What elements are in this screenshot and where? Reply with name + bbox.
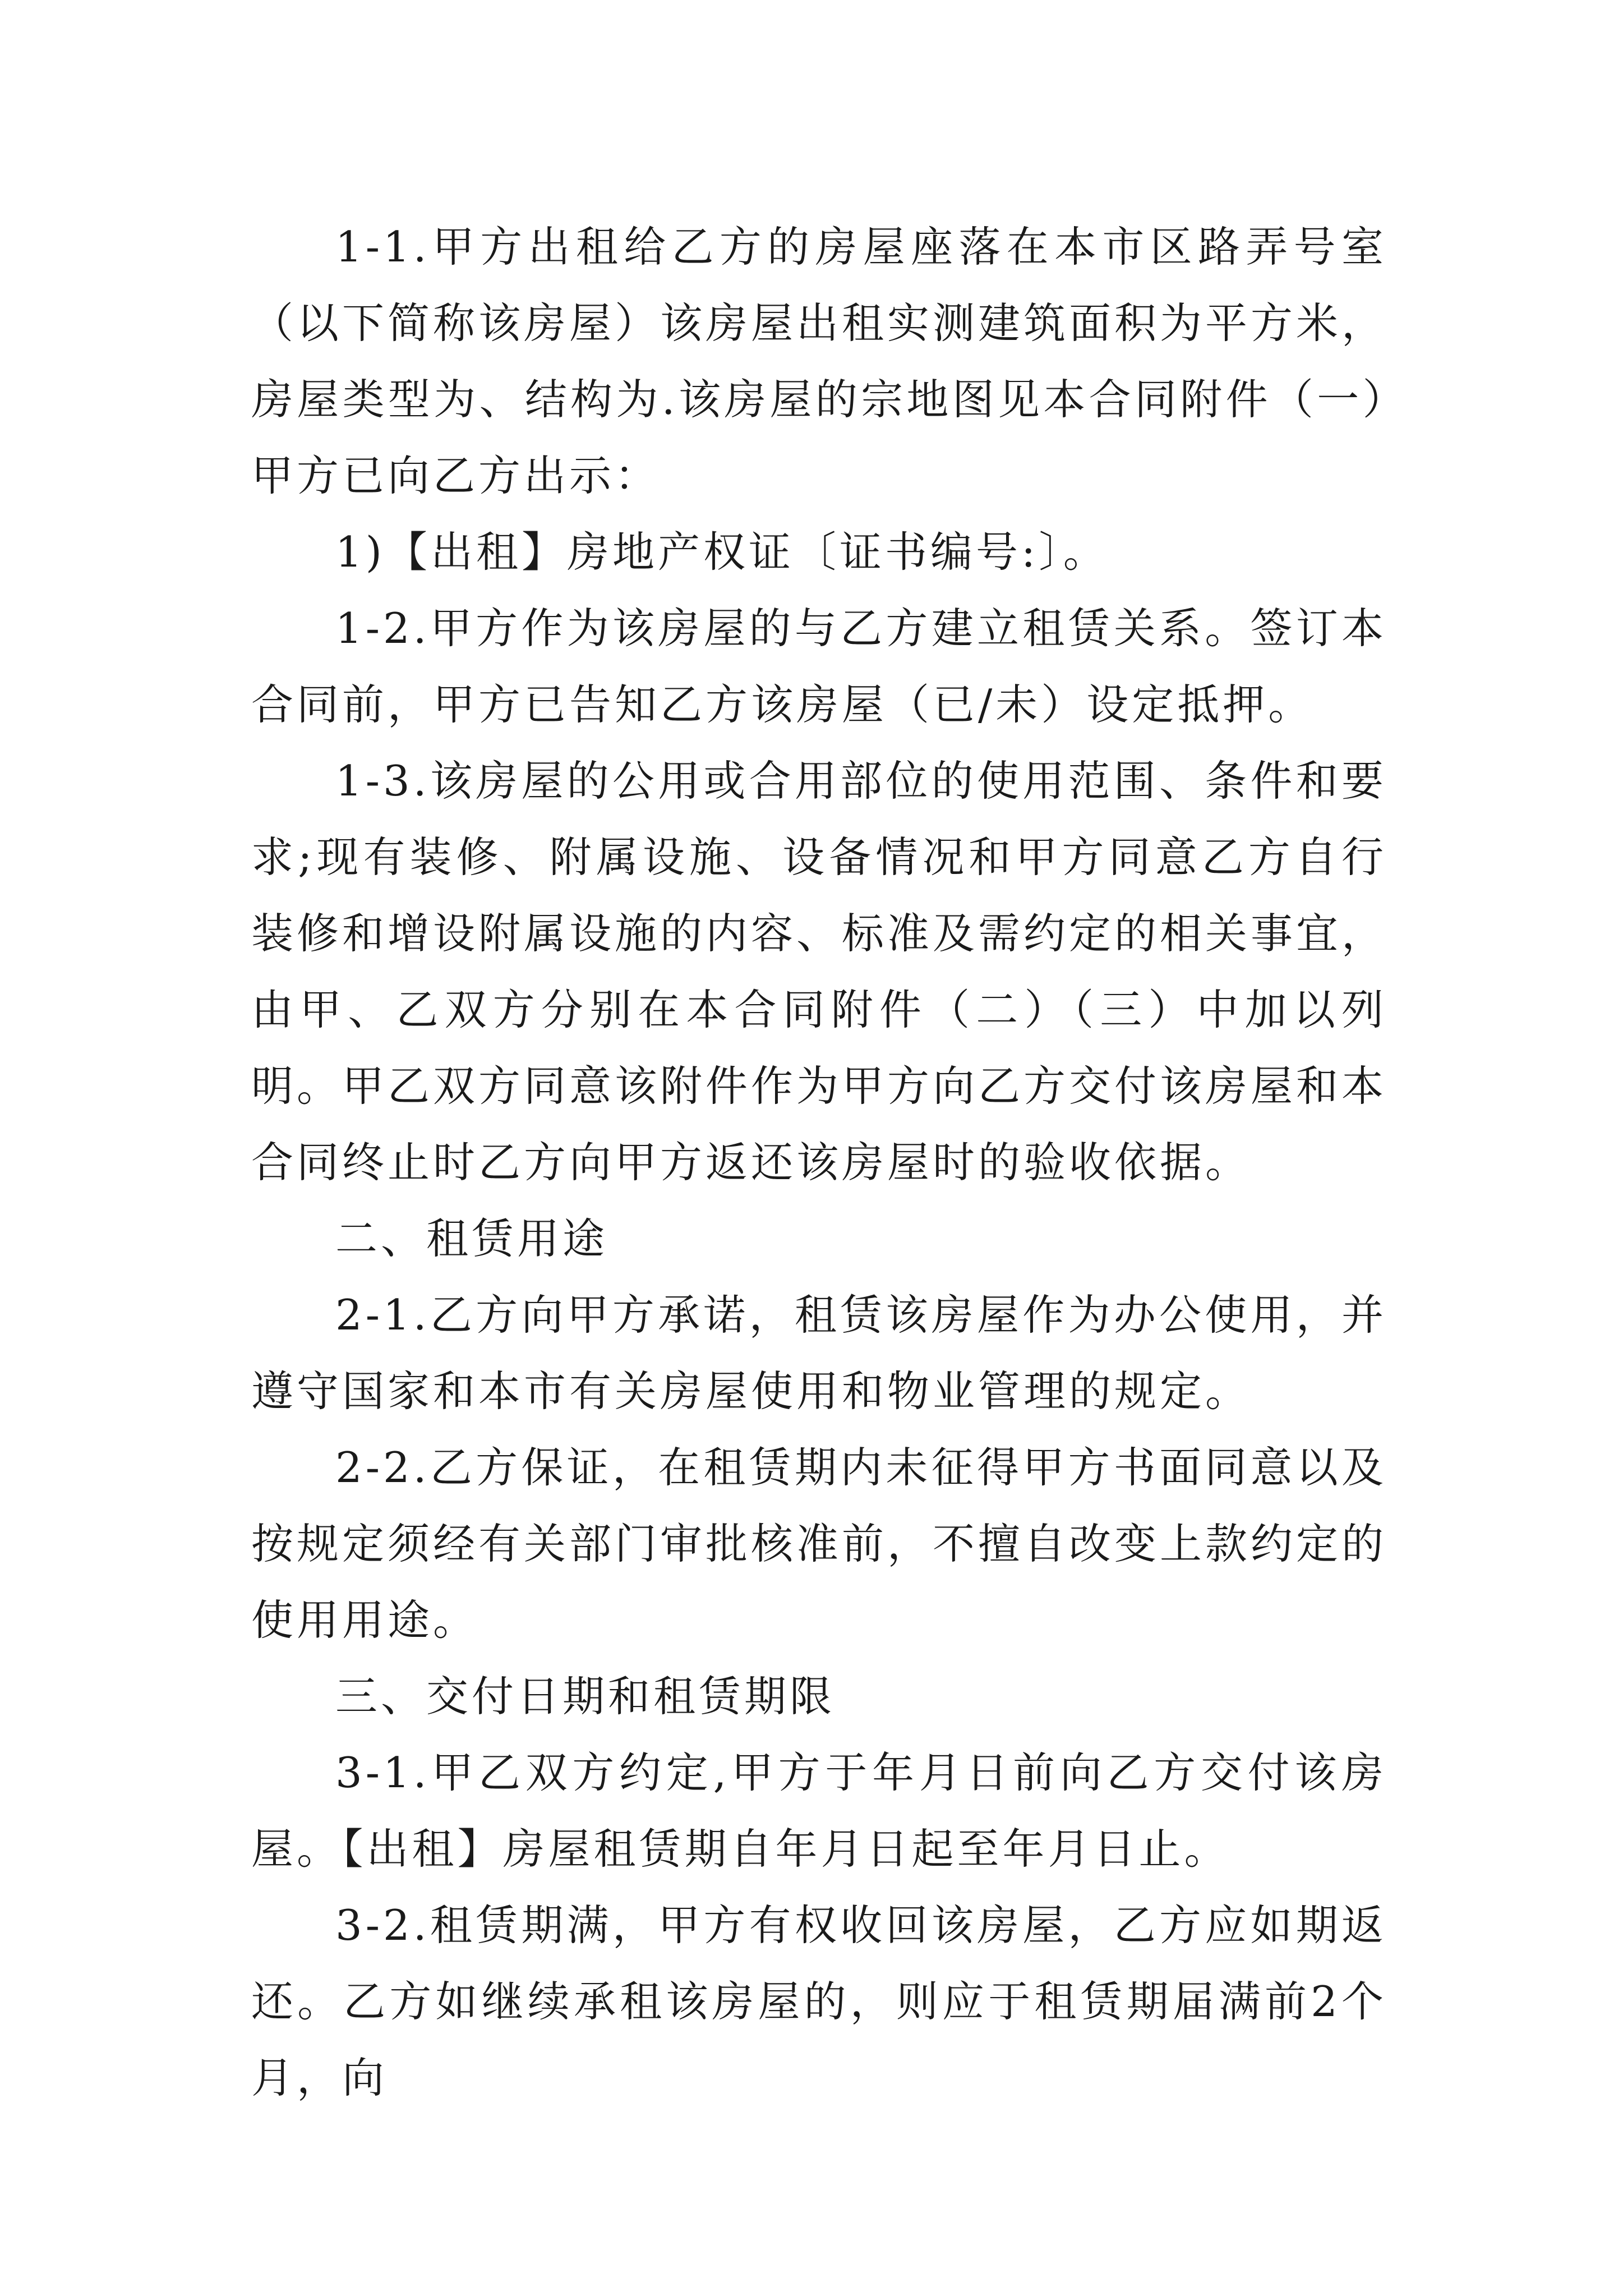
document-body (251, 209, 1387, 2116)
clause-1-2: 1-2.甲方作为该房屋的与乙方建立租赁关系。签订本合同前，甲方已告知乙方该房屋（已/未）设定抵押。 (251, 604, 1387, 729)
clause-3-1: 3-1.甲乙双方约定,甲方于年月日前向乙方交付该房屋。【出租】房屋租赁期自年月日起至年月日止。 (251, 1748, 1387, 1874)
section-heading-3: 三、交付日期和租赁期限 (335, 1672, 836, 1721)
clause-1-1: 1-1.甲方出租给乙方的房屋座落在本市区路弄号室（以下简称该房屋）该房屋出租实测建筑面积为平方米，房屋类型为、结构为.该房屋的宗地图见本合同附件（一）甲方已向乙方出示： (251, 222, 1387, 500)
clause-2-2: 2-2.乙方保证，在租赁期内未征得甲方书面同意以及按规定须经有关部门审批核准前，不擅自改变上款约定的使用用途。 (251, 1443, 1387, 1645)
clause-2-1: 2-1.乙方向甲方承诺，租赁该房屋作为办公使用，并遵守国家和本市有关房屋使用和物业管理的规定。 (251, 1290, 1387, 1416)
clause-1-1-item-1: 1)【出租】房地产权证〔证书编号:〕。 (335, 527, 1109, 577)
clause-1-3: 1-3.该房屋的公用或合用部位的使用范围、条件和要求;现有装修、附属设施、设备情况和甲方同意乙方自行装修和增设附属设施的内容、标准及需约定的相关事宜，由甲、乙双方分别在本合同附件（二）（三）中加以列明。甲乙双方同意该附件作为甲方向乙方交付该房屋和本合同终止时乙方向甲方返还该房屋时的验收依据。 (251, 756, 1387, 1187)
clause-3-2: 3-2.租赁期满，甲方有权收回该房屋，乙方应如期返还。乙方如继续承租该房屋的，则应于租赁期届满前2个月，向 (251, 1901, 1387, 2102)
section-heading-2: 二、租赁用途 (335, 1214, 608, 1263)
